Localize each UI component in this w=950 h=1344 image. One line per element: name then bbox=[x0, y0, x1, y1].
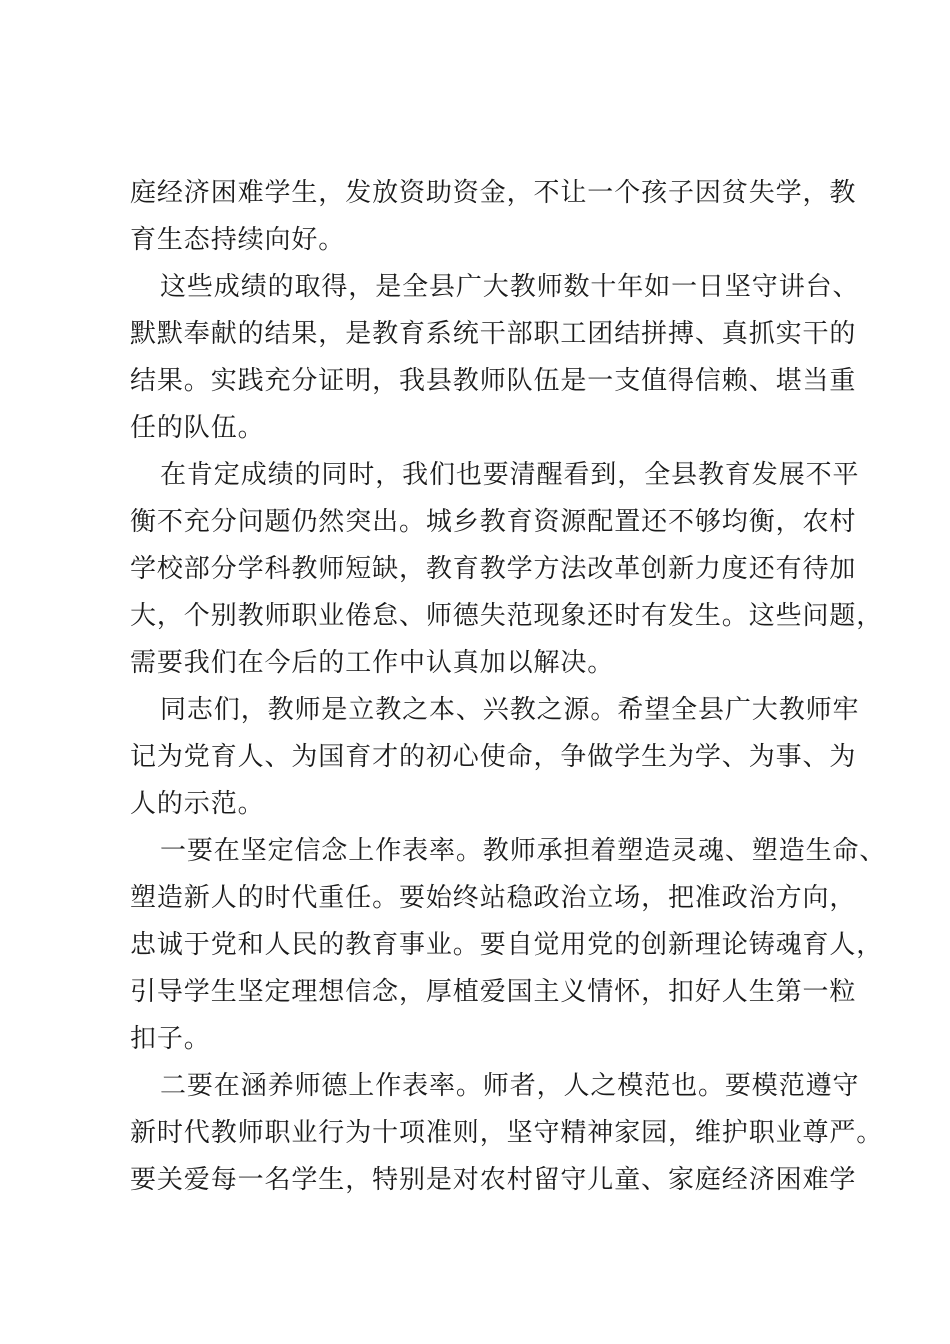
text-line: 学校部分学科教师短缺，教育教学方法改革创新力度还有待加 bbox=[130, 554, 857, 584]
text-line: 这些成绩的取得，是全县广大教师数十年如一日坚守讲台、 bbox=[160, 272, 860, 302]
document-body bbox=[130, 170, 887, 1204]
text-line: 人的示范。 bbox=[130, 789, 265, 819]
text-line: 在肯定成绩的同时，我们也要清醒看到，全县教育发展不平 bbox=[160, 460, 860, 490]
text-line: 扣子。 bbox=[130, 1024, 211, 1054]
text-line: 庭经济困难学生，发放资助资金，不让一个孩子因贫失学，教 bbox=[130, 178, 857, 208]
text-line: 任的队伍。 bbox=[130, 413, 265, 443]
text-line: 衡不充分问题仍然突出。城乡教育资源配置还不够均衡，农村 bbox=[130, 507, 857, 537]
text-line: 二要在涵养师德上作表率。师者，人之模范也。要模范遵守 bbox=[160, 1071, 860, 1101]
text-line: 需要我们在今后的工作中认真加以解决。 bbox=[130, 648, 615, 678]
text-line: 结果。实践充分证明，我县教师队伍是一支值得信赖、堪当重 bbox=[130, 366, 857, 396]
text-line: 同志们，教师是立教之本、兴教之源。希望全县广大教师牢 bbox=[160, 695, 860, 725]
text-line: 新时代教师职业行为十项准则，坚守精神家园，维护职业尊严。 bbox=[130, 1118, 884, 1148]
text-line: 忠诚于党和人民的教育事业。要自觉用党的创新理论铸魂育人， bbox=[130, 930, 884, 960]
text-line: 育生态持续向好。 bbox=[130, 225, 346, 255]
text-line: 记为党育人、为国育才的初心使命，争做学生为学、为事、为 bbox=[130, 742, 857, 772]
text-line: 塑造新人的时代重任。要始终站稳政治立场，把准政治方向， bbox=[130, 883, 857, 913]
text-line: 默默奉献的结果，是教育系统干部职工团结拼搏、真抓实干的 bbox=[130, 319, 857, 349]
text-line: 要关爱每一名学生，特别是对农村留守儿童、家庭经济困难学 bbox=[130, 1165, 857, 1195]
text-line: 引导学生坚定理想信念，厚植爱国主义情怀，扣好人生第一粒 bbox=[130, 977, 857, 1007]
text-line: 大，个别教师职业倦怠、师德失范现象还时有发生。这些问题， bbox=[130, 601, 884, 631]
text-line: 一要在坚定信念上作表率。教师承担着塑造灵魂、塑造生命、 bbox=[160, 836, 887, 866]
